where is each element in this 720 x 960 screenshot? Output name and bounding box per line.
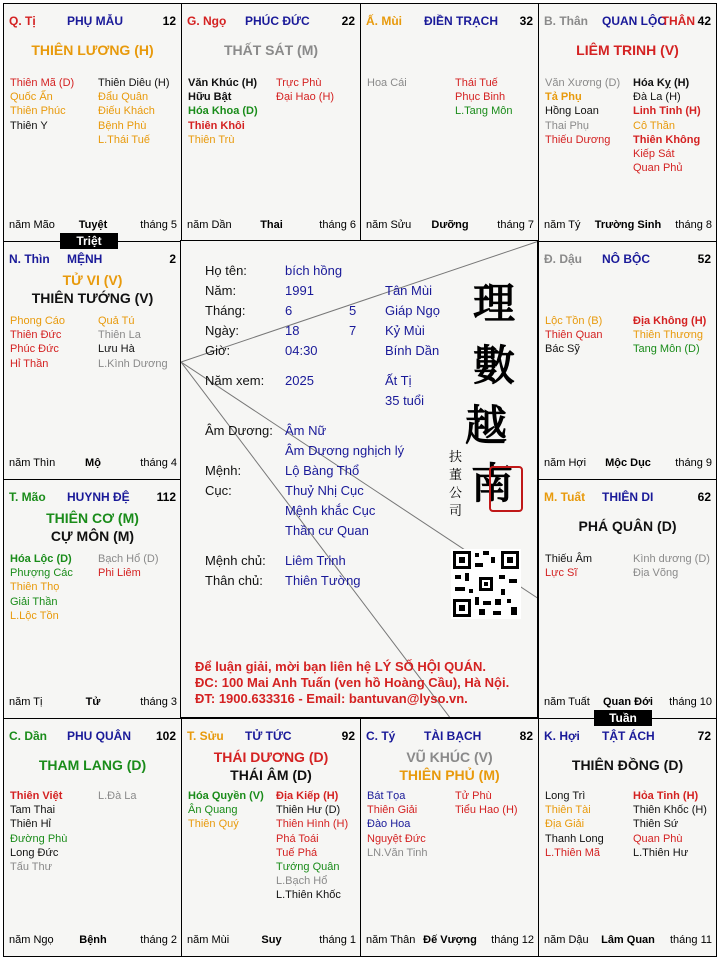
star-item: LN.Văn Tinh <box>367 846 428 859</box>
star-item: Địa Võng <box>633 567 679 580</box>
stars-left-col <box>10 552 73 623</box>
palace-footer <box>544 457 712 471</box>
than-chu-label: Thân chủ: <box>205 573 263 588</box>
star-item: Bát Tọa <box>367 790 406 802</box>
contact-line-1: Để luận giải, mời bạn liên hệ LÝ SỐ HỘI QUÁN. <box>195 659 486 674</box>
star-item: Tang Môn (D) <box>633 343 700 356</box>
palace-can: Đ. Dậu <box>544 252 583 266</box>
foot-year: năm Hợi <box>544 457 587 469</box>
contact-line-2: ĐC: 100 Mai Anh Tuấn (ven hồ Hoàng Cầu), Hà Nội. <box>195 675 510 690</box>
star-item: Long Trì <box>545 790 586 802</box>
cuc-note: Mệnh khắc Cục <box>285 503 376 518</box>
palace-tuat <box>538 479 717 719</box>
main-star: PHÁ QUÂN (D) <box>578 518 677 534</box>
palace-header <box>187 14 355 30</box>
tuan-tag: Tuần <box>594 710 652 726</box>
star-item: Thiên Hư (D) <box>276 804 341 817</box>
palace-hoi <box>538 718 717 957</box>
star-item: Quan Phủ <box>633 162 683 175</box>
palace-name: TÀI BẠCH <box>424 729 482 743</box>
palace-footer <box>9 219 177 233</box>
foot-year: năm Mùi <box>187 934 230 946</box>
palace-name: PHỤ MẪU <box>67 14 123 28</box>
star-item: Quả Tú <box>98 315 135 327</box>
star-item: Thiên Hỉ <box>10 818 51 831</box>
foot-month: tháng 4 <box>140 457 177 469</box>
foot-phase: Tuyệt <box>78 219 108 231</box>
main-star: VŨ KHÚC (V) <box>406 749 493 765</box>
foot-month: tháng 9 <box>675 457 712 469</box>
star-item: Hỉ Thần <box>10 357 49 370</box>
star-item: Thiên Khôi <box>188 119 245 132</box>
palace-number: 22 <box>341 14 355 28</box>
palace-footer <box>366 934 534 948</box>
star-item: L.Tang Môn <box>455 105 513 118</box>
palace-name: THIÊN DI <box>602 490 654 504</box>
foot-phase: Suy <box>261 934 282 946</box>
side-text: 扶董公司 <box>449 450 463 519</box>
star-item: Phục Binh <box>455 91 506 104</box>
star-item: L.Bạch Hổ <box>276 875 328 888</box>
star-item: Thiên Phúc <box>10 105 66 118</box>
palace-name: PHÚC ĐỨC <box>245 14 310 28</box>
palace-can: Ấ. Mùi <box>366 14 402 28</box>
star-item: Lực Sĩ <box>545 567 578 580</box>
palace-mao <box>3 479 182 719</box>
palace-mui <box>360 3 539 242</box>
stars-right-col <box>455 789 518 817</box>
stars-left-col <box>545 552 592 580</box>
star-item: Thiên Đức <box>10 329 62 342</box>
calligraphy-char-3: 越 <box>465 401 508 450</box>
star-item: Văn Xương (D) <box>545 77 621 89</box>
star-item: Tướng Quân <box>276 860 340 873</box>
star-item: Phúc Đức <box>10 343 59 356</box>
star-item: L.Kình Dương <box>98 357 168 370</box>
star-item: Hữu Bật <box>188 91 232 104</box>
star-item: Đường Phù <box>10 832 68 845</box>
view-year-value: 2025 <box>285 373 314 388</box>
palace-can: Q. Tị <box>9 14 36 28</box>
stars-right-col <box>98 789 137 803</box>
palace-header <box>544 729 711 745</box>
palace-number: 82 <box>519 729 533 743</box>
foot-year: năm Sửu <box>366 219 412 231</box>
star-item: Thanh Long <box>545 832 604 845</box>
palace-number: 52 <box>697 252 711 266</box>
star-item: Thiên Trù <box>188 133 235 146</box>
foot-year: năm Tị <box>9 696 43 708</box>
foot-phase: Tử <box>85 696 101 708</box>
palace-name: TẬT ÁCH <box>602 729 655 743</box>
star-item: Lưu Hà <box>98 343 135 356</box>
star-item: Phượng Các <box>10 567 73 580</box>
palace-footer <box>544 934 712 948</box>
star-item: Tiểu Hao (H) <box>455 804 518 817</box>
foot-phase: Quan Đới <box>603 696 653 708</box>
month-canchi: Giáp Ngọ <box>385 303 440 318</box>
star-item: Tấu Thư <box>10 860 53 873</box>
foot-phase: Thai <box>260 219 283 231</box>
palace-header <box>9 14 176 30</box>
star-item: Đào Hoa <box>367 818 411 831</box>
foot-year: năm Dậu <box>544 934 589 946</box>
main-star: TỬ VI (V) <box>62 272 123 288</box>
menh-chu-value: Liêm Trinh <box>285 553 346 568</box>
month-lunar: 5 <box>349 303 357 318</box>
star-item: Thiên Thương <box>633 329 704 342</box>
main-star: THÁI DƯƠNG (D) <box>213 749 329 765</box>
contact-line-3: ĐT: 1900.633316 - Email: bantuvan@lyso.vn. <box>195 691 468 706</box>
palace-dau <box>538 241 717 480</box>
main-star: THIÊN ĐỒNG (D) <box>571 757 684 773</box>
stars-right-col <box>98 314 168 371</box>
star-item: Tả Phụ <box>545 91 582 104</box>
palace-than <box>538 3 717 242</box>
palace-can: C. Tý <box>366 729 396 743</box>
star-item: Thiên Mã (D) <box>10 77 75 89</box>
main-star: THIÊN LƯƠNG (H) <box>31 42 154 58</box>
palace-header <box>9 252 176 268</box>
palace-header <box>366 729 533 745</box>
calligraphy-char-2: 數 <box>473 341 516 390</box>
palace-number: 92 <box>341 729 355 743</box>
foot-month: tháng 7 <box>497 219 534 231</box>
star-item: Thiên Diêu (H) <box>98 77 170 89</box>
foot-year: năm Mão <box>9 219 55 231</box>
star-item: Điếu Khách <box>98 105 155 118</box>
foot-year: năm Tý <box>544 219 581 231</box>
red-seal-icon <box>489 466 523 512</box>
stars-right-col <box>276 789 348 903</box>
stars-right-col <box>633 552 710 580</box>
palace-number: 12 <box>162 14 176 28</box>
star-item: Quốc Ấn <box>10 91 53 104</box>
palace-suu <box>181 718 361 957</box>
foot-month: tháng 6 <box>319 219 356 231</box>
foot-year: năm Dần <box>187 219 232 231</box>
palace-footer <box>9 696 177 710</box>
foot-phase: Mộ <box>85 457 101 469</box>
stars-left-col <box>188 789 264 832</box>
palace-footer <box>187 219 356 233</box>
star-item: Tuế Phá <box>276 846 318 859</box>
palace-can: T. Sửu <box>187 729 224 743</box>
stars-left-col <box>545 314 602 357</box>
star-item: L.Đà La <box>98 790 137 802</box>
main-star: THAM LANG (D) <box>38 757 147 773</box>
stars-right-col <box>455 76 512 119</box>
star-item: Kiếp Sát <box>633 147 675 160</box>
hour-canchi: Bính Dần <box>385 343 440 358</box>
star-item: Tử Phù <box>455 790 492 802</box>
main-star: THIÊN PHỦ (M) <box>399 767 500 783</box>
palace-header <box>366 14 533 30</box>
star-item: Thiếu Âm <box>545 553 593 565</box>
star-item: Thiên La <box>98 329 141 342</box>
palace-name: MỆNH <box>67 252 103 266</box>
palace-can: T. Mão <box>9 490 46 504</box>
than-cu-note: Thần cư Quan <box>285 523 369 538</box>
palace-can: B. Thân <box>544 14 588 28</box>
palace-number: 72 <box>697 729 711 743</box>
star-item: Địa Giải <box>545 818 585 831</box>
age-value: 35 tuổi <box>385 393 425 408</box>
palace-name: NÔ BỘC <box>602 252 650 266</box>
foot-year: năm Thìn <box>9 457 56 469</box>
hour-label: Giờ: <box>205 343 231 358</box>
palace-name: QUAN LỘC <box>602 14 666 28</box>
stars-left-col <box>367 76 407 90</box>
star-item: Hóa Khoa (D) <box>188 105 258 118</box>
calligraphy-char-4: 南 <box>471 459 514 508</box>
contact-block <box>195 659 509 707</box>
month-label: Tháng: <box>205 303 246 318</box>
palace-can: M. Tuất <box>544 490 586 504</box>
star-item: Thiên Giải <box>367 804 418 817</box>
star-item: Thiên Khốc (H) <box>633 804 707 817</box>
foot-phase: Bệnh <box>79 934 107 946</box>
star-item: Thiếu Dương <box>545 133 611 146</box>
star-item: Thiên Sứ <box>633 818 679 831</box>
star-item: L.Thiên Mã <box>545 846 601 859</box>
stars-left-col <box>10 314 65 371</box>
star-item: Phi Liêm <box>98 567 141 580</box>
calligraphy-char-1: 理 <box>473 279 516 328</box>
than-chu-value: Thiên Tường <box>285 573 361 588</box>
month-value: 6 <box>285 303 293 318</box>
stars-right-col <box>633 789 707 860</box>
main-star: LIÊM TRINH (V) <box>576 42 679 58</box>
star-item: Quan Phù <box>633 832 683 845</box>
menh-label: Mệnh: <box>205 463 242 478</box>
star-item: Bác Sỹ <box>545 343 580 356</box>
star-item: Đại Hao (H) <box>276 91 335 104</box>
palace-can: N. Thìn <box>9 252 50 266</box>
day-canchi: Kỷ Mùi <box>385 323 425 338</box>
menh-value: Lộ Bàng Thổ <box>285 463 360 478</box>
foot-year: năm Ngọ <box>9 934 54 946</box>
year-canchi: Tân Mùi <box>385 283 432 298</box>
star-item: Kình dương (D) <box>633 553 710 565</box>
palace-footer <box>9 934 177 948</box>
star-item: Đẩu Quân <box>98 91 149 104</box>
stars-left-col <box>367 789 428 860</box>
foot-month: tháng 12 <box>491 934 534 946</box>
palace-footer <box>544 696 712 710</box>
palace-can: G. Ngọ <box>187 14 227 28</box>
foot-phase: Đế Vượng <box>423 934 477 946</box>
cuc-value: Thuỷ Nhị Cục <box>285 483 364 498</box>
palace-ty <box>360 718 539 957</box>
star-item: Lộc Tồn (B) <box>545 315 603 327</box>
foot-month: tháng 10 <box>669 696 712 708</box>
palace-header <box>187 729 355 745</box>
star-item: Hỏa Tinh (H) <box>633 790 699 802</box>
star-item: Thái Tuế <box>455 77 498 89</box>
qr-code-icon[interactable] <box>451 549 521 619</box>
palace-header <box>9 490 176 506</box>
main-star: THIÊN TƯỚNG (V) <box>31 290 154 306</box>
palace-ti <box>3 3 182 242</box>
center-panel <box>180 240 538 718</box>
star-item: L.Thiên Khốc <box>276 889 341 902</box>
star-item: Đà La (H) <box>633 91 681 104</box>
main-star: THIÊN CƠ (M) <box>46 510 139 526</box>
star-item: Nguyệt Đức <box>367 832 426 845</box>
than-marker: THÂN <box>661 14 695 28</box>
palace-number: 32 <box>519 14 533 28</box>
palace-can: K. Hợi <box>544 729 580 743</box>
palace-number: 2 <box>169 252 176 266</box>
palace-header <box>544 490 711 506</box>
palace-name: HUYNH ĐỆ <box>67 490 130 504</box>
foot-month: tháng 11 <box>669 934 712 946</box>
stars-right-col <box>98 76 170 147</box>
am-duong-note: Âm Dương nghịch lý <box>285 443 405 458</box>
star-item: Thai Phụ <box>545 119 590 132</box>
palace-number: 62 <box>697 490 711 504</box>
cuc-label: Cục: <box>205 483 232 498</box>
foot-phase: Dưỡng <box>431 219 469 231</box>
foot-phase: Mộc Dục <box>605 457 651 469</box>
foot-year: năm Thân <box>366 934 416 946</box>
foot-month: tháng 1 <box>319 934 356 946</box>
view-year-label: Năm xem: <box>205 373 265 388</box>
stars-left-col <box>188 76 258 147</box>
palace-dan <box>3 718 182 957</box>
star-item: Thiên Tài <box>545 804 591 817</box>
stars-right-col <box>276 76 334 104</box>
star-item: Hồng Loan <box>545 105 599 118</box>
star-item: Địa Không (H) <box>633 315 707 327</box>
stars-left-col <box>545 76 620 147</box>
star-item: Tam Thai <box>10 804 56 817</box>
star-item: Thiên Y <box>10 119 48 132</box>
star-item: L.Thiên Hư <box>633 846 689 859</box>
palace-name: PHU QUÂN <box>67 729 132 743</box>
star-item: Phá Toái <box>276 832 319 845</box>
main-star: CỰ MÔN (M) <box>50 528 135 544</box>
star-item: Linh Tinh (H) <box>633 105 701 118</box>
palace-header <box>544 252 711 268</box>
palace-footer <box>366 219 534 233</box>
triet-tag: Triệt <box>60 233 118 249</box>
foot-phase: Trường Sinh <box>594 219 662 231</box>
star-item: Thiên Việt <box>10 790 63 802</box>
palace-name: ĐIỀN TRẠCH <box>424 14 498 28</box>
am-duong-label: Âm Dương: <box>205 423 273 438</box>
star-item: Thiên Quan <box>545 329 603 342</box>
foot-month: tháng 3 <box>140 696 177 708</box>
palace-header <box>9 729 176 745</box>
hour-value: 04:30 <box>285 343 318 358</box>
view-year-canchi: Ất Tị <box>385 373 412 388</box>
name-value: bích hồng <box>285 263 343 278</box>
star-item: Bệnh Phù <box>98 119 147 132</box>
foot-year: năm Tuất <box>544 696 590 708</box>
year-value: 1991 <box>285 283 314 298</box>
star-item: Hóa Lộc (D) <box>10 553 72 565</box>
star-item: Thiên Không <box>633 133 701 146</box>
foot-month: tháng 8 <box>675 219 712 231</box>
star-item: Hóa Kỵ (H) <box>633 77 690 89</box>
stars-right-col <box>633 314 706 357</box>
star-item: L.Lộc Tồn <box>10 609 59 622</box>
star-item: Trực Phù <box>276 77 322 89</box>
palace-can: C. Dần <box>9 729 48 743</box>
star-item: L.Thái Tuế <box>98 133 150 146</box>
main-star: THẤT SÁT (M) <box>223 42 319 58</box>
star-item: Hoa Cái <box>367 77 407 89</box>
name-label: Họ tên: <box>205 263 247 278</box>
stars-left-col <box>10 789 67 874</box>
foot-month: tháng 5 <box>140 219 177 231</box>
palace-number: 112 <box>156 490 176 504</box>
stars-left-col <box>10 76 74 133</box>
star-item: Thiên Quý <box>188 818 239 831</box>
stars-right-col <box>633 76 701 175</box>
star-item: Thiên Thọ <box>10 581 60 594</box>
foot-phase: Lâm Quan <box>601 934 655 946</box>
star-item: Thiên Hình (H) <box>276 818 349 831</box>
palace-number: 102 <box>155 729 176 743</box>
day-label: Ngày: <box>205 323 239 338</box>
day-value: 18 <box>285 323 300 338</box>
palace-name: TỬ TỨC <box>245 729 292 743</box>
star-item: Hóa Quyền (V) <box>188 790 264 802</box>
main-star: THÁI ÂM (D) <box>230 767 312 783</box>
star-item: Địa Kiếp (H) <box>276 790 339 802</box>
palace-header <box>544 14 711 30</box>
star-item: Cô Thần <box>633 119 675 132</box>
palace-number: 42 <box>697 14 711 28</box>
palace-footer <box>544 219 712 233</box>
star-item: Ân Quang <box>188 804 238 817</box>
stars-right-col <box>98 552 159 580</box>
palace-thin <box>3 241 182 480</box>
stars-left-col <box>545 789 604 860</box>
star-item: Phong Cáo <box>10 315 66 327</box>
year-label: Năm: <box>205 283 237 298</box>
star-item: Bạch Hổ (D) <box>98 553 159 565</box>
palace-footer <box>9 457 177 471</box>
day-lunar: 7 <box>349 323 357 338</box>
palace-footer <box>187 934 356 948</box>
star-item: Giải Thần <box>10 595 58 608</box>
palace-ngo <box>181 3 361 242</box>
am-duong-value: Âm Nữ <box>285 423 327 438</box>
foot-month: tháng 2 <box>140 934 177 946</box>
menh-chu-label: Mệnh chủ: <box>205 553 266 568</box>
star-item: Long Đức <box>10 846 59 859</box>
star-item: Văn Khúc (H) <box>188 77 258 89</box>
